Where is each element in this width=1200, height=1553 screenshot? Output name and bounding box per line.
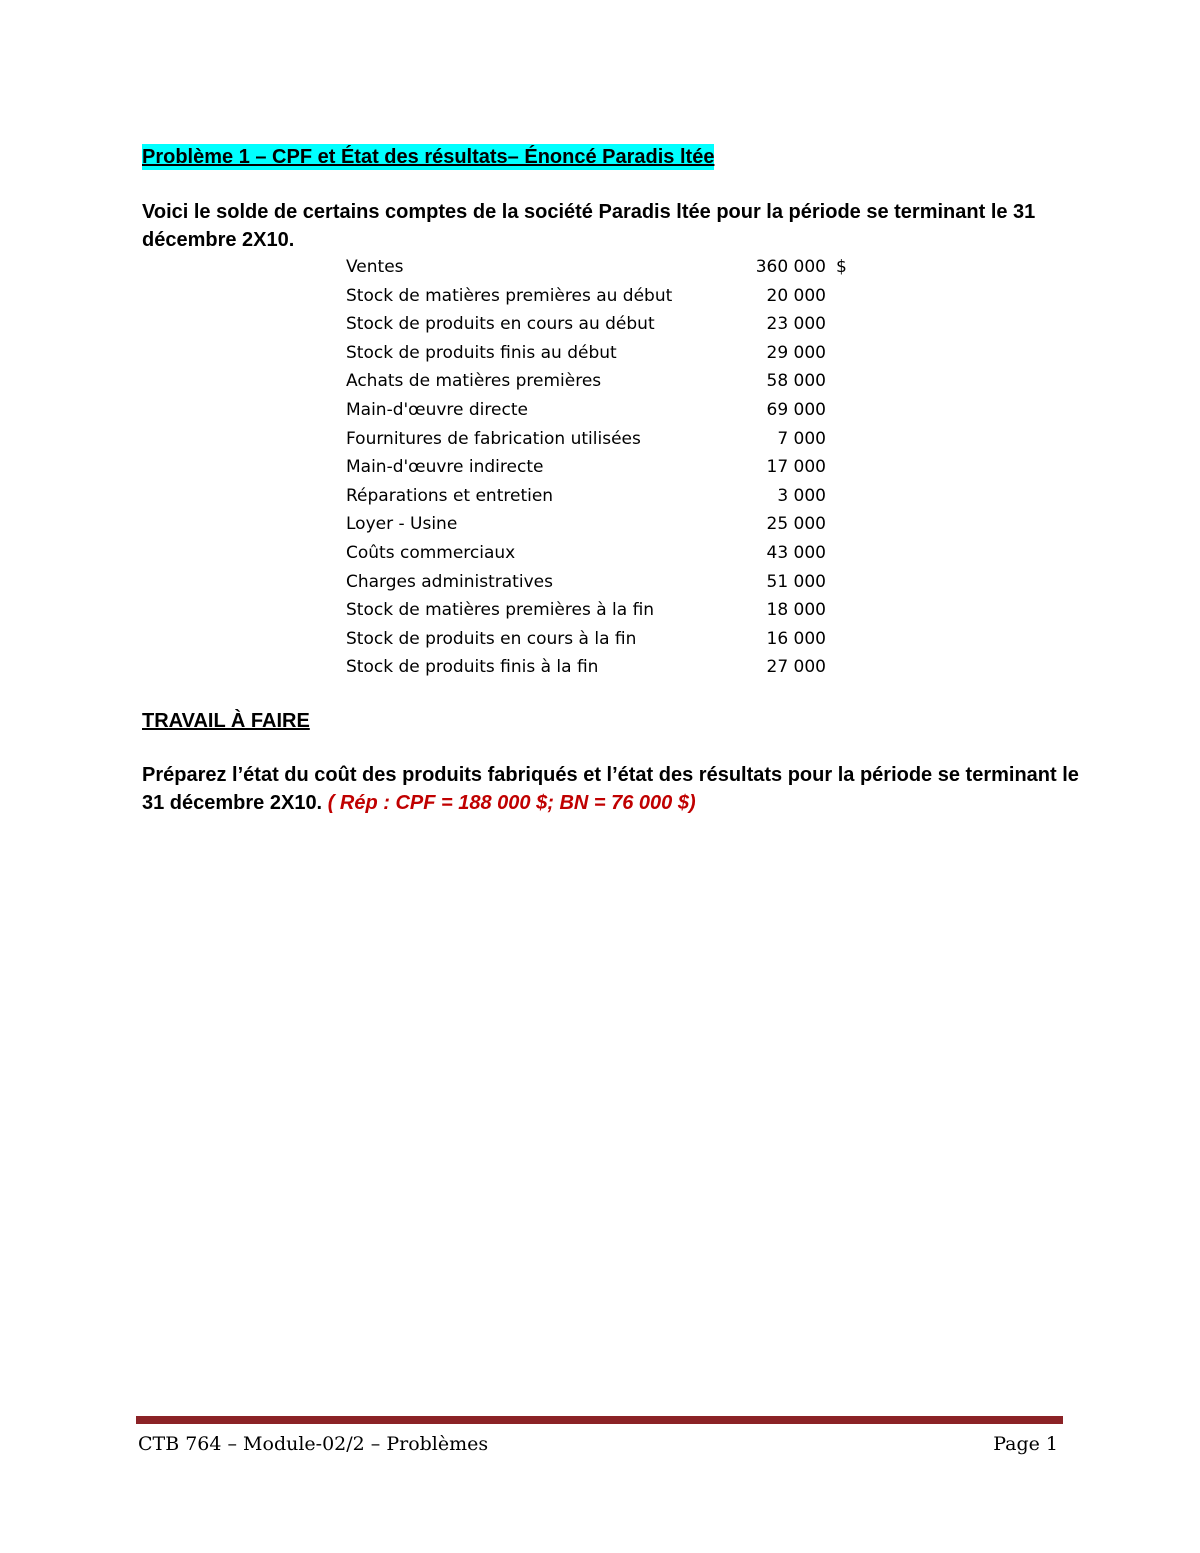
account-label: Stock de produits finis au début [346, 342, 617, 363]
problem-title: Problème 1 – CPF et État des résultats– Énoncé Paradis ltée [142, 146, 715, 168]
currency-symbol: $ [836, 257, 847, 277]
account-label: Stock de produits en cours au début [346, 314, 655, 335]
footer-course: CTB 764 – Module-02/2 – Problèmes [138, 1433, 489, 1455]
table-row [346, 596, 866, 625]
table-row [346, 396, 866, 425]
account-amount: 360 000 [755, 257, 826, 277]
table-row [346, 539, 866, 568]
account-amount: 23 000 [766, 314, 826, 335]
account-label: Main-d'œuvre directe [346, 399, 528, 420]
account-amount: 17 000 [766, 457, 826, 478]
account-label: Stock de matières premières à la fin [346, 600, 655, 621]
table-row [346, 282, 866, 311]
table-row [346, 425, 866, 454]
account-label: Ventes [346, 257, 404, 277]
table-row [346, 482, 866, 511]
account-amount: 51 000 [766, 571, 826, 592]
account-label: Main-d'œuvre indirecte [346, 457, 544, 478]
account-amount: 18 000 [766, 600, 826, 621]
account-label: Réparations et entretien [346, 485, 554, 506]
footer-divider [136, 1416, 1063, 1424]
account-amount: 16 000 [766, 628, 826, 649]
table-row [346, 339, 866, 368]
account-amount: 7 000 [777, 428, 826, 449]
account-amount: 58 000 [766, 371, 826, 392]
account-label: Stock de produits en cours à la fin [346, 628, 637, 649]
account-label: Charges administratives [346, 571, 553, 592]
table-row [346, 310, 866, 339]
table-row [346, 453, 866, 482]
task-heading: TRAVAIL À FAIRE [142, 710, 310, 732]
table-row [346, 568, 866, 597]
task-instruction-block [142, 761, 1082, 817]
account-label: Achats de matières premières [346, 371, 602, 392]
account-label: Coûts commerciaux [346, 542, 516, 563]
account-label: Loyer - Usine [346, 514, 458, 535]
task-instruction: Préparez l’état du coût des produits fabriqués et l’état des résultats pour la période se terminant le 31 décembre 2X10. [142, 764, 1079, 814]
problem-intro: Voici le solde de certains comptes de la société Paradis ltée pour la période se terminant le 31 décembre 2X10. [142, 201, 1036, 251]
account-amount: 27 000 [766, 657, 826, 678]
table-row [346, 253, 866, 282]
account-label: Stock de produits finis à la fin [346, 657, 599, 678]
account-amount: 20 000 [766, 285, 826, 306]
footer-page-number: Page 1 [993, 1433, 1058, 1455]
account-amount: 69 000 [766, 399, 826, 420]
account-balances-table [346, 253, 866, 682]
account-label: Fournitures de fabrication utilisées [346, 428, 641, 449]
account-amount: 3 000 [777, 485, 826, 506]
account-label: Stock de matières premières au début [346, 285, 673, 306]
table-row [346, 367, 866, 396]
table-row [346, 653, 866, 682]
task-answer: ( Rép : CPF = 188 000 $; BN = 76 000 $) [327, 792, 696, 814]
account-amount: 43 000 [766, 542, 826, 563]
account-amount: 29 000 [766, 342, 826, 363]
account-amount: 25 000 [766, 514, 826, 535]
table-row [346, 510, 866, 539]
table-row [346, 625, 866, 654]
